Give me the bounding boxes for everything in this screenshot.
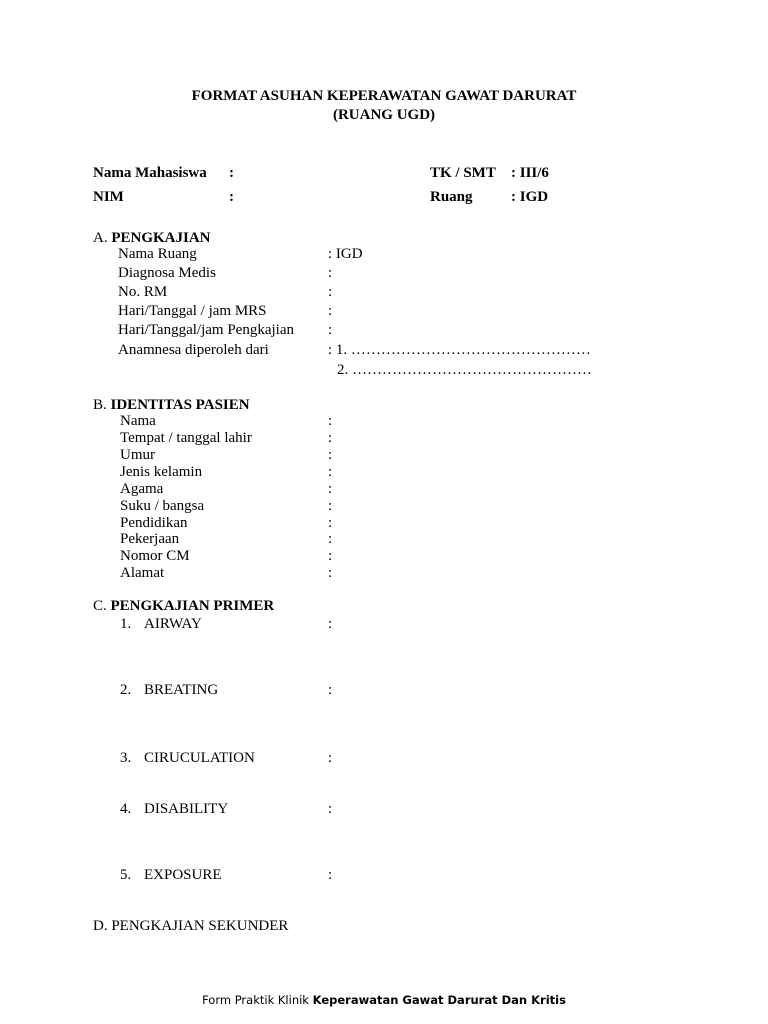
section-d-heading: D. PENGKAJIAN SEKUNDER xyxy=(93,918,289,934)
primer-item-label: DISABILITY xyxy=(144,801,229,817)
footer-bold-text: Keperawatan Gawat Darurat Dan Kritis xyxy=(312,993,566,1007)
anamnesa-second-line: 2. ………………………………………… xyxy=(337,362,592,378)
form-row-label: Pekerjaan xyxy=(120,531,180,547)
primer-item-number: 2. xyxy=(120,682,132,698)
form-row-label: Hari/Tanggal/jam Pengkajian xyxy=(118,322,294,338)
primer-item-value: : xyxy=(328,867,333,883)
tk-smt-label: TK / SMT xyxy=(430,165,496,181)
section-b-prefix: B. xyxy=(93,397,107,413)
primer-item-label: EXPOSURE xyxy=(144,867,222,883)
form-row-label: Anamnesa diperoleh dari xyxy=(118,342,269,358)
section-b-heading xyxy=(93,397,250,414)
form-row-value: : xyxy=(328,413,333,429)
primer-item-number: 5. xyxy=(120,867,132,883)
primer-item-value: : xyxy=(328,801,333,817)
primer-item-value: : xyxy=(328,750,333,766)
primer-item-label: AIRWAY xyxy=(144,616,202,632)
form-row-label: Nomor CM xyxy=(120,548,190,564)
form-row-label: Umur xyxy=(120,447,155,463)
ruang-label: Ruang xyxy=(430,189,473,205)
nim-colon: : xyxy=(229,189,234,205)
form-row-label: Hari/Tanggal / jam MRS xyxy=(118,303,267,319)
form-row-label: Alamat xyxy=(120,565,165,581)
form-row-label: Suku / bangsa xyxy=(120,498,205,514)
form-row-label: No. RM xyxy=(118,284,168,300)
primer-item-number: 1. xyxy=(120,616,132,632)
form-row-value: : 1. ………………………………………… xyxy=(328,342,591,358)
form-row-value: : xyxy=(328,303,333,319)
form-row-label: Jenis kelamin xyxy=(120,464,203,480)
nim-label: NIM xyxy=(93,189,124,205)
form-row-value: : IGD xyxy=(328,246,363,262)
form-row-value: : xyxy=(328,531,333,547)
primer-item-number: 4. xyxy=(120,801,132,817)
form-row-value: : xyxy=(328,447,333,463)
form-row-value: : xyxy=(328,430,333,446)
form-row-value: : xyxy=(328,284,333,300)
tk-smt-value: : III/6 xyxy=(511,165,549,181)
form-row-value: : xyxy=(328,464,333,480)
footer-normal-text: Form Praktik Klinik xyxy=(202,993,313,1007)
form-row-value: : xyxy=(328,565,333,581)
section-a-prefix: A. xyxy=(93,230,108,246)
form-row-value: : xyxy=(328,322,333,338)
form-row-value: : xyxy=(328,548,333,564)
section-c-title: PENGKAJIAN PRIMER xyxy=(110,598,275,614)
nama-mahasiswa-label: Nama Mahasiswa xyxy=(93,165,207,181)
form-row-value: : xyxy=(328,498,333,514)
section-c-heading xyxy=(93,598,274,615)
form-row-label: Tempat / tanggal lahir xyxy=(120,430,252,446)
form-row-label: Agama xyxy=(120,481,164,497)
section-a-heading xyxy=(93,230,211,247)
form-row-label: Nama Ruang xyxy=(118,246,197,262)
nama-mahasiswa-colon: : xyxy=(229,165,234,181)
form-row-value: : xyxy=(328,481,333,497)
section-b-title: IDENTITAS PASIEN xyxy=(110,397,250,413)
primer-item-value: : xyxy=(328,616,333,632)
form-row-label: Diagnosa Medis xyxy=(118,265,216,281)
form-row-label: Pendidikan xyxy=(120,515,188,531)
primer-item-label: BREATING xyxy=(144,682,219,698)
form-row-label: Nama xyxy=(120,413,156,429)
section-a-title: PENGKAJIAN xyxy=(111,230,211,246)
form-row-value: : xyxy=(328,265,333,281)
primer-item-number: 3. xyxy=(120,750,132,766)
section-c-prefix: C. xyxy=(93,598,107,614)
primer-item-label: CIRUCULATION xyxy=(144,750,255,766)
ruang-value: : IGD xyxy=(511,189,549,205)
primer-item-value: : xyxy=(328,682,333,698)
document-subtitle: (RUANG UGD) xyxy=(332,107,436,123)
page-footer xyxy=(0,992,768,1009)
form-row-value: : xyxy=(328,515,333,531)
document-title: FORMAT ASUHAN KEPERAWATAN GAWAT DARURAT xyxy=(191,88,577,104)
